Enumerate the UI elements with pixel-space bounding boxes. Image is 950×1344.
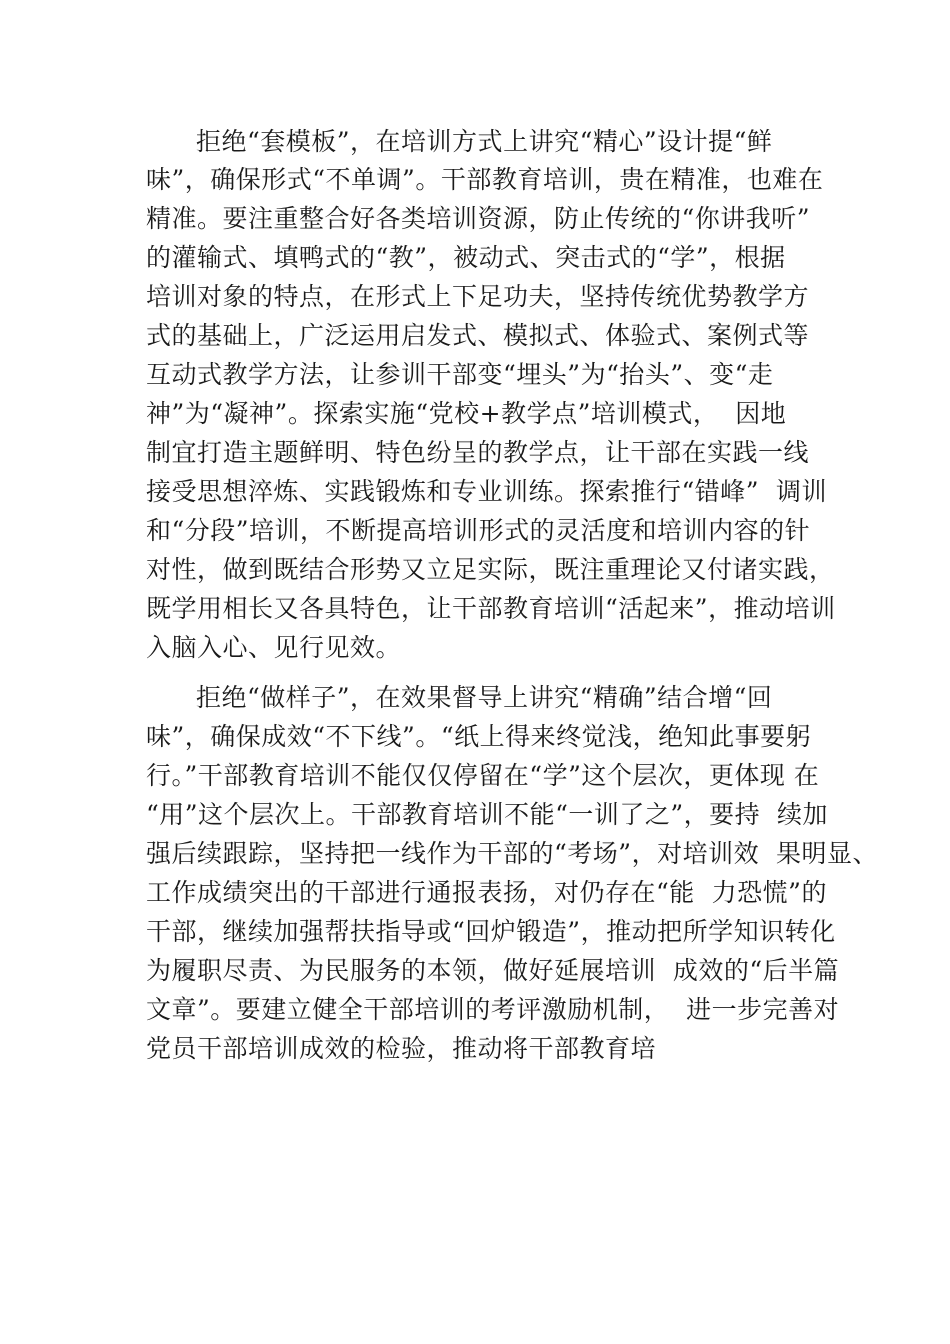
paragraph-line: 工作成绩突出的干部进行通报表扬，对仍存在“能 力恐慌”的 xyxy=(146,878,827,907)
paragraph-line: 拒绝“套模板”，在培训方式上讲究“精心”设计提“鲜 xyxy=(196,127,773,156)
paragraph-line: 和“分段”培训，不断提高培训形式的灵活度和培训内容的针 xyxy=(146,516,811,545)
paragraph-line: 文章”。要建立健全干部培训的考评激励机制， 进一步完善对 xyxy=(146,995,840,1024)
paragraph-line: 干部，继续加强帮扶指导或“回炉锻造”，推动把所学知识转化 xyxy=(146,917,836,946)
paragraph-line: 接受思想淬炼、实践锻炼和专业训练。探索推行“错峰” 调训 xyxy=(146,477,827,506)
paragraph-line: 党员干部培训成效的检验，推动将干部教育培 xyxy=(146,1034,657,1063)
paragraph-line: 的灌输式、填鸭式的“教”，被动式、突击式的“学”，根据 xyxy=(146,243,786,272)
paragraph-line: 制宜打造主题鲜明、特色纷呈的教学点，让干部在实践一线 xyxy=(146,438,810,467)
paragraph-line: 行。”干部教育培训不能仅仅停留在“学”这个层次，更体现 在 xyxy=(146,761,820,790)
paragraph-line: 味”，确保成效“不下线”。“纸上得来终觉浅，绝知此事要躬 xyxy=(146,722,812,751)
paragraph-line: 对性，做到既结合形势又立足实际，既注重理论又付诸实践， xyxy=(146,555,835,584)
paragraph-line: 培训对象的特点，在形式上下足功夫，坚持传统优势教学方 xyxy=(146,282,810,311)
paragraph-line: 味”，确保形式“不单调”。干部教育培训，贵在精准，也难在 xyxy=(146,165,824,194)
paragraph-line: 互动式教学方法，让参训干部变“埋头”为“抬头”、变“走 xyxy=(146,360,774,389)
paragraph-line: 拒绝“做样子”，在效果督导上讲究“精确”结合增“回 xyxy=(196,683,773,712)
paragraph-line: “用”这个层次上。干部教育培训不能“一训了之”，要持 续加 xyxy=(146,800,829,829)
paragraph-line: 入脑入心、见行见效。 xyxy=(146,633,402,662)
paragraph-line: 既学用相长又各具特色，让干部教育培训“活起来”，推动培训 xyxy=(146,594,836,623)
paragraph-line: 精准。要注重整合好各类培训资源，防止传统的“你讲我听” xyxy=(146,204,811,233)
paragraph-line: 强后续跟踪，坚持把一线作为干部的“考场”，对培训效 果明显、 xyxy=(146,839,878,868)
paragraph-line: 为履职尽责、为民服务的本领，做好延展培训 成效的“后半篇 xyxy=(146,956,840,985)
paragraph-line: 神”为“凝神”。探索实施“党校+教学点”培训模式， 因地 xyxy=(146,399,787,428)
paragraph-line: 式的基础上，广泛运用启发式、模拟式、体验式、案例式等 xyxy=(146,321,810,350)
